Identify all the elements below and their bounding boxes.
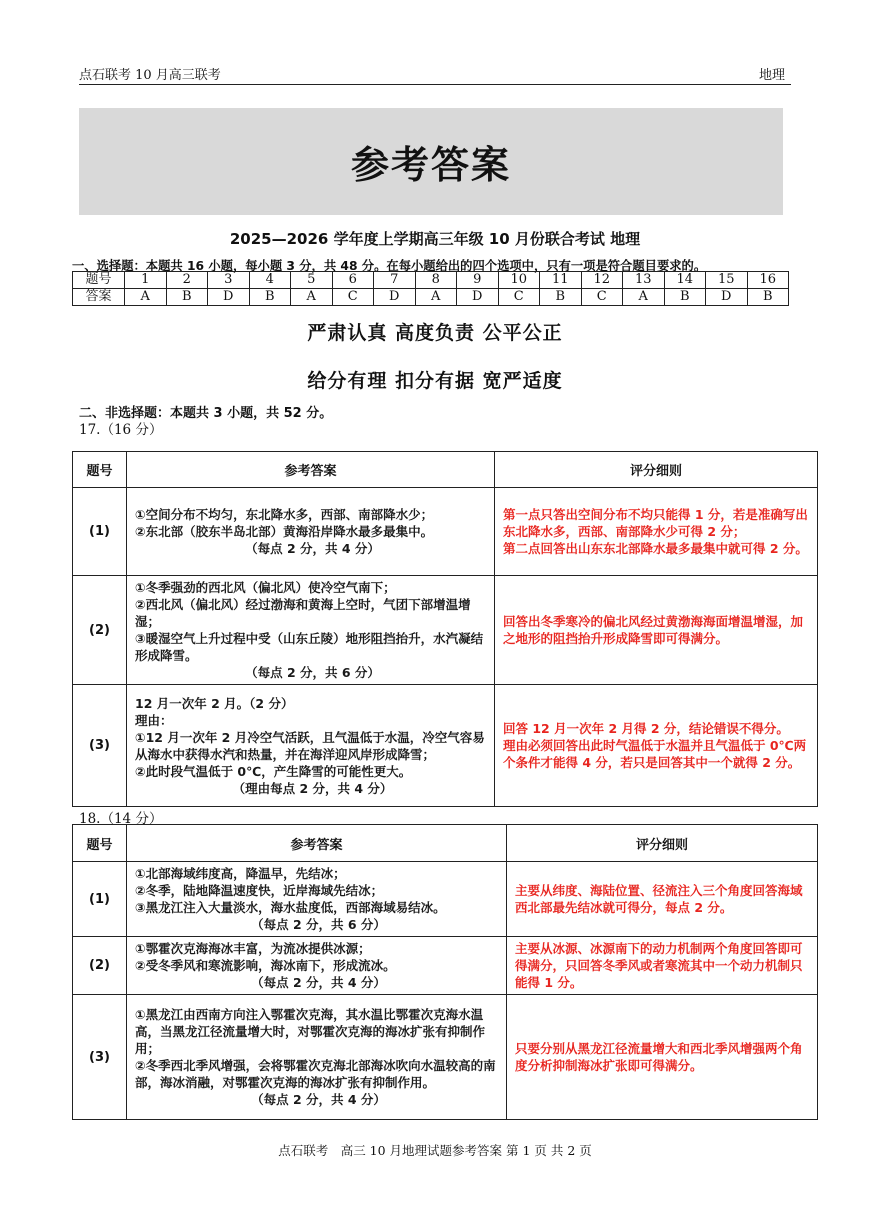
question-number-cell: 10 — [498, 272, 540, 289]
rule-line: 主要从冰源、冰源南下的动力机制两个角度回答即可得满分，只回答冬季风或者寒流其中一个动力机制只能得 1 分。 — [515, 941, 803, 990]
sub-question-number: (2) — [73, 576, 127, 685]
answer-key-table — [72, 271, 789, 306]
header-exam-name: 点石联考 10 月高三联考 — [79, 68, 221, 83]
question-number-cell: 11 — [540, 272, 582, 289]
q17-heading: 17.（16 分） — [79, 422, 163, 438]
exam-title: 2025—2026 学年度上学期高三年级 10 月份联合考试 地理 — [229, 230, 641, 248]
q18-table — [72, 824, 818, 1120]
question-number-cell: 2 — [166, 272, 208, 289]
answer-cell: D — [374, 289, 416, 306]
answer-line: ①冬季强劲的西北风（偏北风）使冷空气南下； — [135, 580, 396, 595]
col-number-header: 题号 — [73, 452, 127, 488]
rule-line: 回答 12 月一次年 2 月得 2 分，结论错误不得分。 — [503, 721, 789, 736]
scoring-rule-cell — [495, 488, 818, 576]
header-subject: 地理 — [758, 68, 785, 83]
col-answer-header: 参考答案 — [127, 825, 507, 862]
scoring-rule-cell — [495, 685, 818, 807]
answer-line: ③暖湿空气上升过程中受（山东丘陵）地形阻挡抬升，水汽凝结形成降雪。 — [135, 631, 484, 663]
answer-line: ①北部海域纬度高，降温早，先结冰； — [135, 866, 346, 881]
col-answer-header: 参考答案 — [127, 452, 495, 488]
sub-question-number: (2) — [73, 937, 127, 995]
question-number-cell: 9 — [457, 272, 499, 289]
question-number-cell: 15 — [706, 272, 748, 289]
q17-row — [73, 488, 818, 576]
q17-row — [73, 576, 818, 685]
sub-question-number: (3) — [73, 685, 127, 807]
sub-question-number: (1) — [73, 862, 127, 937]
reference-answer-cell — [127, 937, 507, 995]
score-note: （每点 2 分，共 4 分） — [251, 975, 386, 990]
scoring-rule-cell — [507, 937, 818, 995]
answer-cell: B — [249, 289, 291, 306]
q18-row — [73, 862, 818, 937]
q18-row — [73, 995, 818, 1120]
answer-cell: C — [581, 289, 623, 306]
answer-line: ①鄂霍次克海海冰丰富，为流冰提供冰源； — [135, 941, 371, 956]
q18-row — [73, 937, 818, 995]
rule-line: 第一点只答出空间分布不均只能得 1 分，若是准确写出东北降水多，西部、南部降水少可得 2 分； — [503, 507, 808, 539]
col-rule-header: 评分细则 — [507, 825, 818, 862]
score-note: （每点 2 分，共 6 分） — [251, 917, 386, 932]
answer-line: ①空间分布不均匀，东北降水多，西部、南部降水少； — [135, 507, 434, 522]
score-note: （每点 2 分，共 4 分） — [245, 541, 380, 556]
rule-line: 只要分别从黑龙江径流量增大和西北季风增强两个角度分析抑制海冰扩张即可得满分。 — [515, 1041, 803, 1073]
reference-answer-cell — [127, 576, 495, 685]
question-number-cell: 12 — [581, 272, 623, 289]
answer-line: ③黑龙江注入大量淡水，海水盐度低，西部海域易结冰。 — [135, 900, 446, 915]
answer-cell: B — [664, 289, 706, 306]
q17-row — [73, 685, 818, 807]
score-note: （理由每点 2 分，共 4 分） — [232, 780, 393, 796]
reference-answer-cell — [127, 995, 507, 1120]
banner-title: 参考答案 — [350, 143, 511, 187]
question-number-cell: 14 — [664, 272, 706, 289]
page-header — [79, 62, 791, 85]
answer-cell: C — [498, 289, 540, 306]
question-number-cell: 6 — [332, 272, 374, 289]
question-number-cell: 1 — [125, 272, 167, 289]
answer-key-answer-row — [73, 289, 789, 306]
question-number-cell: 4 — [249, 272, 291, 289]
reference-answer-cell — [127, 488, 495, 576]
score-note: （每点 2 分，共 4 分） — [251, 1092, 386, 1107]
row-label: 题号 — [73, 272, 125, 289]
question-number-cell: 7 — [374, 272, 416, 289]
answer-cell: A — [291, 289, 333, 306]
answer-line: ②东北部（胶东半岛北部）黄海沿岸降水最多最集中。 — [135, 524, 434, 539]
score-note: （每点 2 分，共 6 分） — [245, 665, 380, 680]
answer-line: ①12 月一次年 2 月冷空气活跃，且气温低于水温，冷空气容易从海水中获得水汽和热量，并在海洋迎风岸形成降雪； — [135, 729, 485, 762]
q17-header-row — [73, 452, 818, 488]
answer-line: ②受冬季风和寒流影响，海冰南下，形成流冰。 — [135, 958, 396, 973]
answer-cell: A — [125, 289, 167, 306]
answer-cell: C — [332, 289, 374, 306]
rule-line: 理由必须回答出此时气温低于水温并且气温低于 0℃两个条件才能得 4 分，若只是回答其中一个就得 2 分。 — [503, 738, 807, 770]
question-number-cell: 13 — [623, 272, 665, 289]
section2-heading: 二、非选择题：本题共 3 小题，共 52 分。 — [79, 406, 333, 421]
answer-line: ②西北风（偏北风）经过渤海和黄海上空时，气团下部增温增湿； — [135, 597, 471, 629]
answer-line: 理由： — [135, 712, 173, 728]
section1-heading: 一、选择题：本题共 16 小题，每小题 3 分，共 48 分。在每小题给出的四个选项中，只有一项是符合题目要求的。 — [72, 259, 707, 273]
scoring-rule-cell — [507, 862, 818, 937]
scoring-rule-cell — [507, 995, 818, 1120]
slogan-2: 给分有理 扣分有据 宽严适度 — [307, 370, 563, 392]
rule-line: 回答出冬季寒冷的偏北风经过黄渤海海面增温增湿，加之地形的阻挡抬升形成降雪即可得满分。 — [503, 614, 804, 646]
answer-key-number-row — [73, 272, 789, 289]
slogan-1: 严肃认真 高度负责 公平公正 — [307, 322, 563, 344]
answer-cell: A — [623, 289, 665, 306]
question-number-cell: 3 — [208, 272, 250, 289]
col-rule-header: 评分细则 — [495, 452, 818, 488]
answer-line: 12 月一次年 2 月。（2 分） — [135, 695, 294, 711]
question-number-cell: 5 — [291, 272, 333, 289]
answer-line: ②冬季西北季风增强，会将鄂霍次克海北部海冰吹向水温较高的南部，海冰消融，对鄂霍次克海的海冰扩张有抑制作用。 — [135, 1058, 496, 1090]
answer-cell: D — [208, 289, 250, 306]
answer-cell: B — [747, 289, 789, 306]
answer-cell: D — [706, 289, 748, 306]
question-number-cell: 8 — [415, 272, 457, 289]
q18-header-row — [73, 825, 818, 862]
q18-heading: 18.（14 分） — [79, 811, 163, 827]
scoring-rule-cell — [495, 576, 818, 685]
rule-line: 主要从纬度、海陆位置、径流注入三个角度回答海域西北部最先结冰就可得分，每点 2 分。 — [515, 883, 803, 915]
q17-table — [72, 451, 818, 807]
answer-cell: A — [415, 289, 457, 306]
title-banner — [79, 108, 783, 215]
sub-question-number: (1) — [73, 488, 127, 576]
reference-answer-cell — [127, 685, 495, 807]
col-number-header: 题号 — [73, 825, 127, 862]
answer-cell: B — [540, 289, 582, 306]
answer-line: ①黑龙江由西南方向注入鄂霍次克海，其水温比鄂霍次克海水温高，当黑龙江径流量增大时，对鄂霍次克海的海冰扩张有抑制作用； — [135, 1007, 486, 1056]
answer-line: ②此时段气温低于 0℃，产生降雪的可能性更大。 — [135, 763, 412, 779]
reference-answer-cell — [127, 862, 507, 937]
page-footer: 点石联考 高三 10 月地理试题参考答案 第 1 页 共 2 页 — [278, 1143, 592, 1158]
row-label: 答案 — [73, 289, 125, 306]
answer-cell: D — [457, 289, 499, 306]
answer-line: ②冬季，陆地降温速度快，近岸海域先结冰； — [135, 883, 384, 898]
answer-cell: B — [166, 289, 208, 306]
rule-line: 第二点回答出山东东北部降水最多最集中就可得 2 分。 — [503, 541, 808, 556]
question-number-cell: 16 — [747, 272, 789, 289]
sub-question-number: (3) — [73, 995, 127, 1120]
